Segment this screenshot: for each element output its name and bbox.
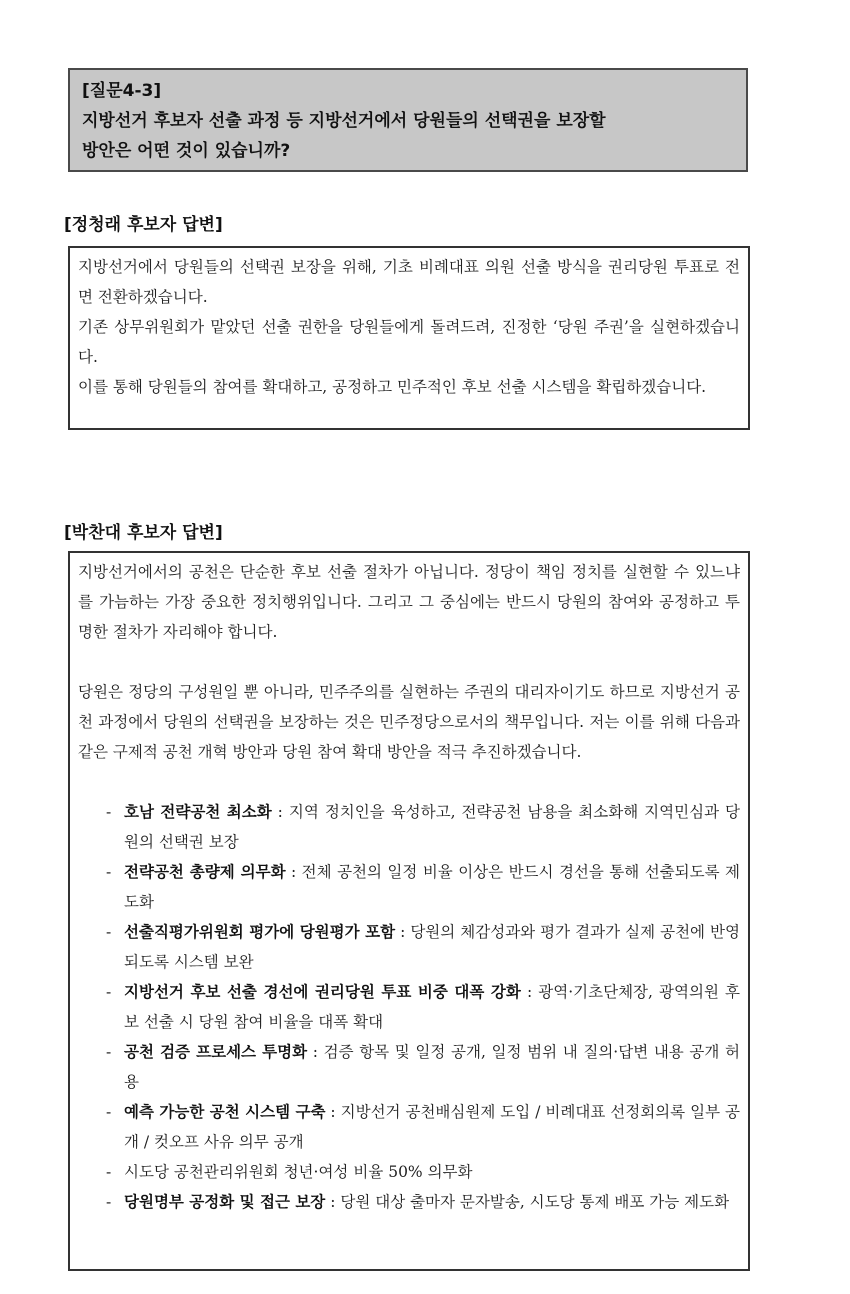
question-line-2: 방안은 어떤 것이 있습니까? — [82, 141, 291, 161]
item-heading: 전략공천 총량제 의무화 — [124, 863, 286, 881]
list-item: - 전략공천 총량제 의무화 : 전체 공천의 일정 비율 이상은 반드시 경선을 통해 선출되도록 제도화 — [106, 863, 740, 911]
item-heading: 당원명부 공정화 및 접근 보장 — [124, 1193, 326, 1211]
list-item: - 선출직평가위원회 평가에 당원평가 포함 : 당원의 체감성과와 평가 결과가 실제 공천에 반영되도록 시스템 보완 — [106, 923, 740, 971]
question-number: [질문4-3] — [82, 81, 162, 101]
question-line-1: 지방선거 후보자 선출 과정 등 지방선거에서 당원들의 선택권을 보장할 — [82, 111, 606, 131]
item-text: : 지역 정치인을 육성하고, 전략공천 남용을 최소화해 지역민심과 당원의 선택권 보장 — [124, 803, 741, 851]
list-item: - 지방선거 후보 선출 경선에 권리당원 투표 비중 대폭 강화 : 광역·기초단체장, 광역의원 후보 선출 시 당원 참여 비율을 대폭 확대 — [106, 983, 740, 1031]
item-text: : 지방선거 공천배심원제 도입 / 비례대표 선정회의록 일부 공개 / 컷오프 사유 의무 공개 — [124, 1103, 740, 1151]
list-item: - 공천 검증 프로세스 투명화 : 검증 항목 및 일정 공개, 일정 범위 내 질의·답변 내용 공개 허용 — [106, 1043, 740, 1091]
item-heading: 공천 검증 프로세스 투명화 — [124, 1043, 308, 1061]
candidate2-paragraph: 지방선거에서의 공천은 단순한 후보 선출 절차가 아닙니다. 정당이 책임 정치를 실현할 수 있느냐를 가늠하는 가장 중요한 정치행위입니다. 그리고 그 중심에는 반드시 당원의 참여와 공정하고 투명한 절차가 자리해야 합니다. — [78, 563, 740, 641]
candidate1-paragraph: 지방선거에서 당원들의 선택권 보장을 위해, 기초 비례대표 의원 선출 방식을 권리당원 투표로 전면 전환하겠습니다. — [78, 258, 740, 306]
item-heading: 선출직평가위원회 평가에 당원평가 포함 — [124, 923, 396, 941]
candidate2-paragraph: 당원은 정당의 구성원일 뿐 아니라, 민주주의를 실현하는 주권의 대리자이기도 하므로 지방선거 공천 과정에서 당원의 선택권을 보장하는 것은 민주정당으로서의 책무입니다. 저는 이를 위해 다음과 같은 구제적 공천 개혁 방안과 당원 참여 확대 방안을 적극 추진하겠습니다. — [78, 683, 740, 761]
candidate1-answer-box — [68, 246, 750, 430]
list-item: - 시도당 공천관리위원회 청년·여성 비율 50% 의무화 — [106, 1163, 473, 1181]
item-heading: 호남 전략공천 최소화 — [124, 803, 272, 821]
candidate2-answer-box — [68, 551, 750, 1271]
item-heading: 지방선거 후보 선출 경선에 권리당원 투표 비중 대폭 강화 — [124, 983, 521, 1001]
item-text: 시도당 공천관리위원회 청년·여성 비율 50% 의무화 — [124, 1163, 473, 1181]
item-text: : 전체 공천의 일정 비율 이상은 반드시 경선을 통해 선출되도록 제도화 — [124, 863, 740, 911]
item-text: : 검증 항목 및 일정 공개, 일정 범위 내 질의·답변 내용 공개 허용 — [124, 1043, 740, 1091]
item-text: : 당원 대상 출마자 문자발송, 시도당 통제 배포 가능 제도화 — [325, 1193, 730, 1211]
list-item: - 예측 가능한 공천 시스템 구축 : 지방선거 공천배심원제 도입 / 비례대표 선정회의록 일부 공개 / 컷오프 사유 의무 공개 — [106, 1103, 740, 1151]
candidate1-title: [정청래 후보자 답변] — [64, 215, 223, 235]
list-item: - 당원명부 공정화 및 접근 보장 : 당원 대상 출마자 문자발송, 시도당 통제 배포 가능 제도화 — [106, 1193, 730, 1211]
candidate2-title: [박찬대 후보자 답변] — [64, 523, 223, 543]
item-heading: 예측 가능한 공천 시스템 구축 — [124, 1103, 326, 1121]
question-box — [68, 68, 748, 172]
item-text: : 당원의 체감성과와 평가 결과가 실제 공천에 반영되도록 시스템 보완 — [124, 923, 740, 971]
candidate1-paragraph: 기존 상무위원회가 맡았던 선출 권한을 당원들에게 돌려드려, 진정한 ‘당원 주권’을 실현하겠습니다. — [78, 318, 740, 366]
item-text: : 광역·기초단체장, 광역의원 후보 선출 시 당원 참여 비율을 대폭 확대 — [124, 983, 740, 1031]
reform-list — [78, 797, 740, 1217]
list-item: - 호남 전략공천 최소화 : 지역 정치인을 육성하고, 전략공천 남용을 최소화해 지역민심과 당원의 선택권 보장 — [106, 803, 741, 851]
candidate1-paragraph: 이를 통해 당원들의 참여를 확대하고, 공정하고 민주적인 후보 선출 시스템을 확립하겠습니다. — [78, 378, 707, 396]
